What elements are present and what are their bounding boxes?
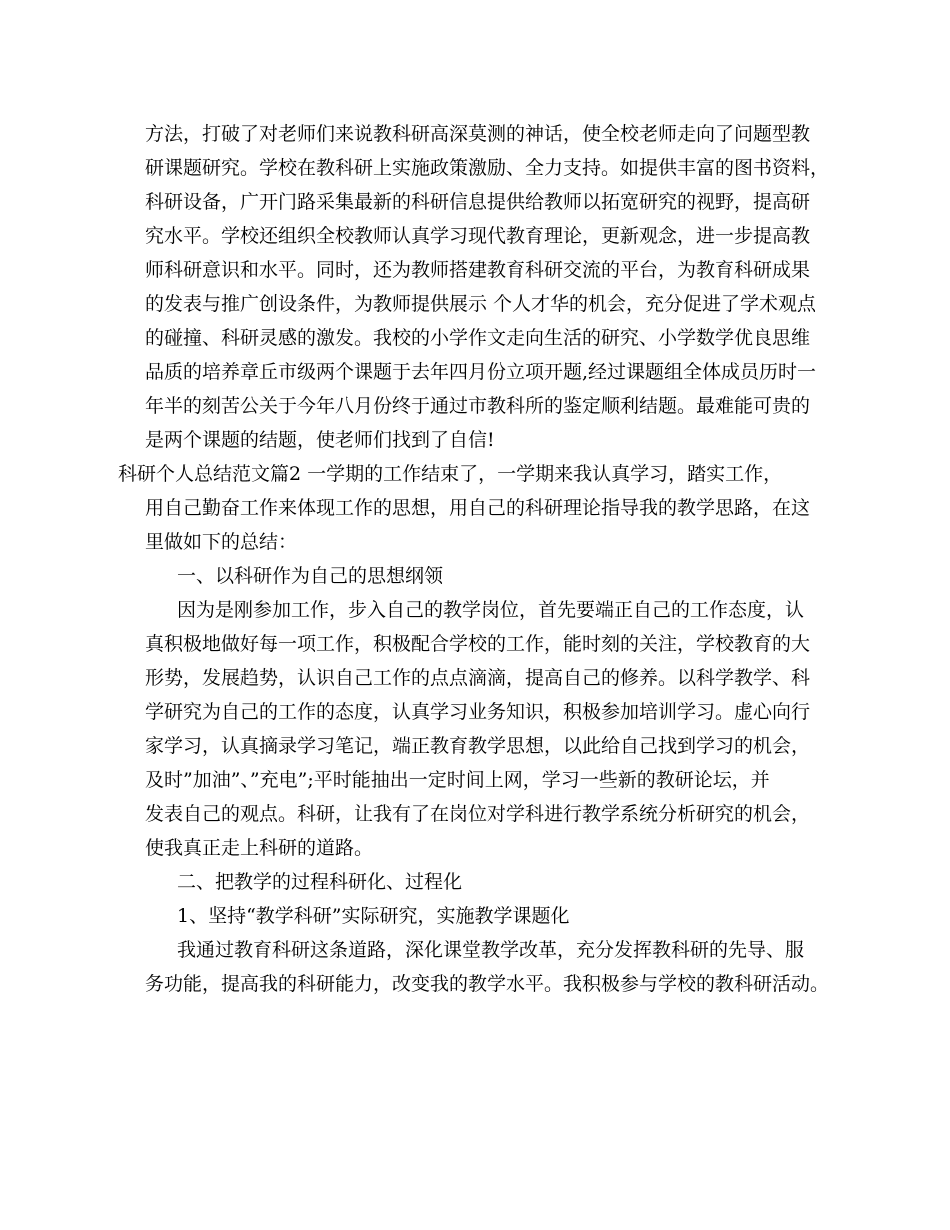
text-line: 品质的培养章丘市级两个课题于去年四月份立项开题,经过课题组全体成员历时一 xyxy=(145,361,817,383)
text-line: 年半的刻苦公关于今年八月份终于通过市教科所的鉴定顺利结题。最难能可贵的 xyxy=(145,395,811,417)
text-line: 科研设备，广开门路采集最新的科研信息提供给教师以拓宽研究的视野，提高研 xyxy=(145,191,811,213)
text-line: 因为是刚参加工作，步入自己的教学岗位，首先要端正自己的工作态度，认 xyxy=(177,599,805,621)
text-line: 的发表与推广创设条件，为教师提供展示 个人才华的机会，充分促进了学术观点 xyxy=(145,293,817,315)
text-line: 里做如下的总结： xyxy=(145,531,298,553)
text-line: 方法，打破了对老师们来说教科研高深莫测的神话，使全校老师走向了问题型教 xyxy=(145,123,811,145)
text-line: 家学习，认真摘录学习笔记，端正教育教学思想，以此给自己找到学习的机会， xyxy=(145,735,811,757)
text-line: 师科研意识和水平。同时，还为教师搭建教育科研交流的平台，为教育科研成果 xyxy=(145,259,811,281)
text-line: 用自己勤奋工作来体现工作的思想，用自己的科研理论指导我的教学思路，在这 xyxy=(145,497,811,519)
text-line: 学研究为自己的工作的态度，认真学习业务知识，积极参加培训学习。虚心向行 xyxy=(145,701,811,723)
text-line: 发表自己的观点。科研，让我有了在岗位对学科进行教学系统分析研究的机会， xyxy=(145,803,811,825)
text-line: 研课题研究。学校在教科研上实施政策激励、全力支持。如提供丰富的图书资料， xyxy=(145,157,830,179)
text-line: 真积极地做好每一项工作，积极配合学校的工作，能时刻的关注，学校教育的大 xyxy=(145,633,811,655)
text-line: 究水平。学校还组织全校教师认真学习现代教育理论，更新观念，进一步提高教 xyxy=(145,225,811,247)
text-line: 务功能，提高我的科研能力，改变我的教学水平。我积极参与学校的教科研活动。 xyxy=(145,973,830,995)
text-line: 的碰撞、科研灵感的激发。我校的小学作文走向生活的研究、小学数学优良思维 xyxy=(145,327,811,349)
text-line: 我通过教育科研这条道路，深化课堂教学改革，充分发挥教科研的先导、服 xyxy=(177,939,805,961)
text-line: 是两个课题的结题，使老师们找到了自信! xyxy=(145,429,495,451)
text-line: 形势，发展趋势，认识自己工作的点点滴滴，提高自己的修养。以科学教学、科 xyxy=(145,667,811,689)
text-line: 使我真正走上科研的道路。 xyxy=(145,837,374,859)
subheading-1: 1、坚持“教学科研”实际研究，实施教学课题化 xyxy=(177,905,570,927)
heading-2: 二、把教学的过程科研化、过程化 xyxy=(177,871,463,893)
text-line: 及时”加油”、”充电”;平时能抽出一定时间上网，学习一些新的教研论坛，并 xyxy=(145,769,770,791)
section-heading-line: 科研个人总结范文篇2 一学期的工作结束了，一学期来我认真学习，踏实工作， xyxy=(118,463,783,485)
heading-1: 一、以科研作为自己的思想纲领 xyxy=(177,565,444,587)
